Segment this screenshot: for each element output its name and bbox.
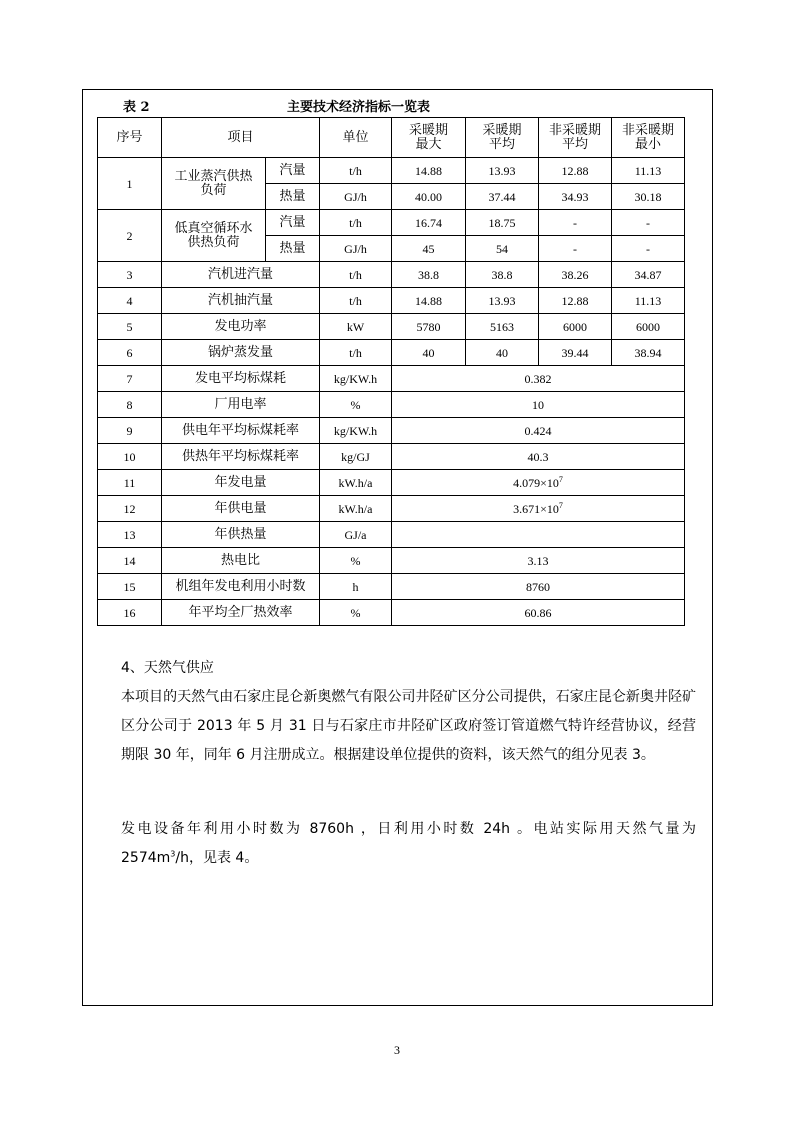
table-header-cell: 采暖期 平均 [466, 118, 539, 158]
row-item-cell: 厂用电率 [162, 392, 320, 418]
row-merged-value-cell: 0.382 [392, 366, 685, 392]
row-item-cell: 低真空循环水 供热负荷 [162, 210, 266, 262]
row-unit-cell: kg/KW.h [320, 366, 392, 392]
row-number-cell: 3 [98, 262, 162, 288]
table-header-row [98, 118, 685, 158]
row-value-cell: 45 [392, 236, 466, 262]
row-merged-value-cell [392, 496, 685, 522]
row-value-cell: 40.00 [392, 184, 466, 210]
row-value-cell: 38.94 [612, 340, 685, 366]
row-unit-cell: t/h [320, 210, 392, 236]
row-value-cell: 5163 [466, 314, 539, 340]
table-row [98, 600, 685, 626]
row-number-cell: 4 [98, 288, 162, 314]
row-value-cell: 11.13 [612, 288, 685, 314]
row-item-cell: 工业蒸汽供热 负荷 [162, 158, 266, 210]
row-value-cell: 13.93 [466, 158, 539, 184]
row-number-cell: 10 [98, 444, 162, 470]
row-unit-cell: % [320, 600, 392, 626]
row-number-cell: 15 [98, 574, 162, 600]
row-unit-cell: kW.h/a [320, 470, 392, 496]
table-row [98, 158, 685, 184]
row-unit-cell: t/h [320, 288, 392, 314]
row-value-cell: 38.26 [539, 262, 612, 288]
table-header-cell: 项目 [162, 118, 320, 158]
row-item-cell: 年供电量 [162, 496, 320, 522]
row-merged-value-cell: 3.13 [392, 548, 685, 574]
row-value-cell: 30.18 [612, 184, 685, 210]
table-header-cell: 非采暖期 平均 [539, 118, 612, 158]
row-value-cell: 40 [392, 340, 466, 366]
row-item-cell: 发电平均标煤耗 [162, 366, 320, 392]
table-row [98, 548, 685, 574]
row-number-cell: 1 [98, 158, 162, 210]
row-unit-cell: kg/KW.h [320, 418, 392, 444]
row-unit-cell: kW [320, 314, 392, 340]
row-merged-value-cell [392, 522, 685, 548]
merged-value-base: 4.079×10 [513, 475, 559, 490]
row-number-cell: 7 [98, 366, 162, 392]
table-title: 主要技术经济指标一览表 [287, 100, 431, 115]
row-value-cell: - [612, 210, 685, 236]
table-row [98, 418, 685, 444]
row-subitem-cell: 汽量 [266, 158, 320, 184]
row-value-cell: 6000 [612, 314, 685, 340]
row-value-cell: 34.87 [612, 262, 685, 288]
row-value-cell: 34.93 [539, 184, 612, 210]
row-value-cell: 40 [466, 340, 539, 366]
row-unit-cell: GJ/h [320, 236, 392, 262]
table-row [98, 288, 685, 314]
row-value-cell: 54 [466, 236, 539, 262]
section-paragraph-2 [121, 815, 696, 873]
para1-text: 本项目的天然气由石家庄昆仑新奥燃气有限公司井陉矿区分公司提供，石家庄昆仑新奥井陉矿区分公司于 2013 年 5 月 31 日与石家庄市井陉矿区政府签订管道燃气特许经营协议，经营期限 30 年，同年 6 月注册成立。根据建设单位提供的资料，该天然气的组分见表 3。 [121, 689, 696, 763]
row-unit-cell: GJ/h [320, 184, 392, 210]
row-item-cell: 热电比 [162, 548, 320, 574]
row-subitem-cell: 汽量 [266, 210, 320, 236]
section-heading: 4、天然气供应 [121, 660, 214, 676]
row-item-cell: 年供热量 [162, 522, 320, 548]
para2-text-a: 发电设备年利用小时数为 8760h ，日利用小时数 24h 。电站实际用天然气量为 2574m [121, 821, 696, 866]
para2-sup: 3 [170, 849, 176, 859]
table-row [98, 574, 685, 600]
table-row [98, 392, 685, 418]
table-row [98, 210, 685, 236]
row-unit-cell: % [320, 392, 392, 418]
row-item-cell: 机组年发电利用小时数 [162, 574, 320, 600]
row-merged-value-cell: 8760 [392, 574, 685, 600]
row-merged-value-cell [392, 470, 685, 496]
row-value-cell: 14.88 [392, 158, 466, 184]
row-subitem-cell: 热量 [266, 236, 320, 262]
row-number-cell: 12 [98, 496, 162, 522]
row-value-cell: 16.74 [392, 210, 466, 236]
row-unit-cell: t/h [320, 340, 392, 366]
row-value-cell: 18.75 [466, 210, 539, 236]
row-number-cell: 2 [98, 210, 162, 262]
row-value-cell: - [539, 236, 612, 262]
page-number: 3 [394, 1043, 400, 1057]
section-paragraph-1 [121, 683, 696, 770]
row-item-cell: 锅炉蒸发量 [162, 340, 320, 366]
table-header-cell: 非采暖期 最小 [612, 118, 685, 158]
row-subitem-cell: 热量 [266, 184, 320, 210]
table-row [98, 340, 685, 366]
table-caption [83, 93, 712, 115]
row-value-cell: 12.88 [539, 288, 612, 314]
row-unit-cell: GJ/a [320, 522, 392, 548]
table-row [98, 366, 685, 392]
row-value-cell: 12.88 [539, 158, 612, 184]
row-unit-cell: h [320, 574, 392, 600]
row-merged-value-cell: 40.3 [392, 444, 685, 470]
indicator-table [97, 117, 685, 626]
table-label: 表 2 [123, 100, 150, 115]
para2-text-b: /h，见表 4。 [175, 850, 259, 866]
table-row [98, 314, 685, 340]
row-number-cell: 16 [98, 600, 162, 626]
row-item-cell: 汽机抽汽量 [162, 288, 320, 314]
row-number-cell: 13 [98, 522, 162, 548]
table-row [98, 262, 685, 288]
row-unit-cell: % [320, 548, 392, 574]
table-header-cell: 采暖期 最大 [392, 118, 466, 158]
table-header-cell: 单位 [320, 118, 392, 158]
table-row [98, 522, 685, 548]
row-unit-cell: t/h [320, 158, 392, 184]
row-value-cell: 5780 [392, 314, 466, 340]
row-value-cell: - [539, 210, 612, 236]
table-row [98, 496, 685, 522]
row-number-cell: 11 [98, 470, 162, 496]
row-merged-value-cell: 60.86 [392, 600, 685, 626]
row-number-cell: 8 [98, 392, 162, 418]
row-item-cell: 供热年平均标煤耗率 [162, 444, 320, 470]
row-item-cell: 供电年平均标煤耗率 [162, 418, 320, 444]
content-frame [82, 89, 713, 1006]
row-value-cell: 14.88 [392, 288, 466, 314]
row-item-cell: 年发电量 [162, 470, 320, 496]
row-value-cell: 38.8 [392, 262, 466, 288]
row-number-cell: 6 [98, 340, 162, 366]
merged-value-exponent: 7 [558, 474, 563, 484]
table-row [98, 444, 685, 470]
table-header-cell: 序号 [98, 118, 162, 158]
row-value-cell: 6000 [539, 314, 612, 340]
row-unit-cell: t/h [320, 262, 392, 288]
row-unit-cell: kW.h/a [320, 496, 392, 522]
row-value-cell: 37.44 [466, 184, 539, 210]
row-item-cell: 年平均全厂热效率 [162, 600, 320, 626]
merged-value-exponent: 7 [558, 500, 563, 510]
row-number-cell: 9 [98, 418, 162, 444]
row-merged-value-cell: 10 [392, 392, 685, 418]
row-value-cell: 39.44 [539, 340, 612, 366]
row-number-cell: 14 [98, 548, 162, 574]
row-value-cell: 13.93 [466, 288, 539, 314]
row-number-cell: 5 [98, 314, 162, 340]
row-value-cell: 38.8 [466, 262, 539, 288]
table-row [98, 470, 685, 496]
row-item-cell: 汽机进汽量 [162, 262, 320, 288]
merged-value-base: 3.671×10 [513, 501, 559, 516]
row-unit-cell: kg/GJ [320, 444, 392, 470]
row-merged-value-cell: 0.424 [392, 418, 685, 444]
row-value-cell: - [612, 236, 685, 262]
row-item-cell: 发电功率 [162, 314, 320, 340]
row-value-cell: 11.13 [612, 158, 685, 184]
